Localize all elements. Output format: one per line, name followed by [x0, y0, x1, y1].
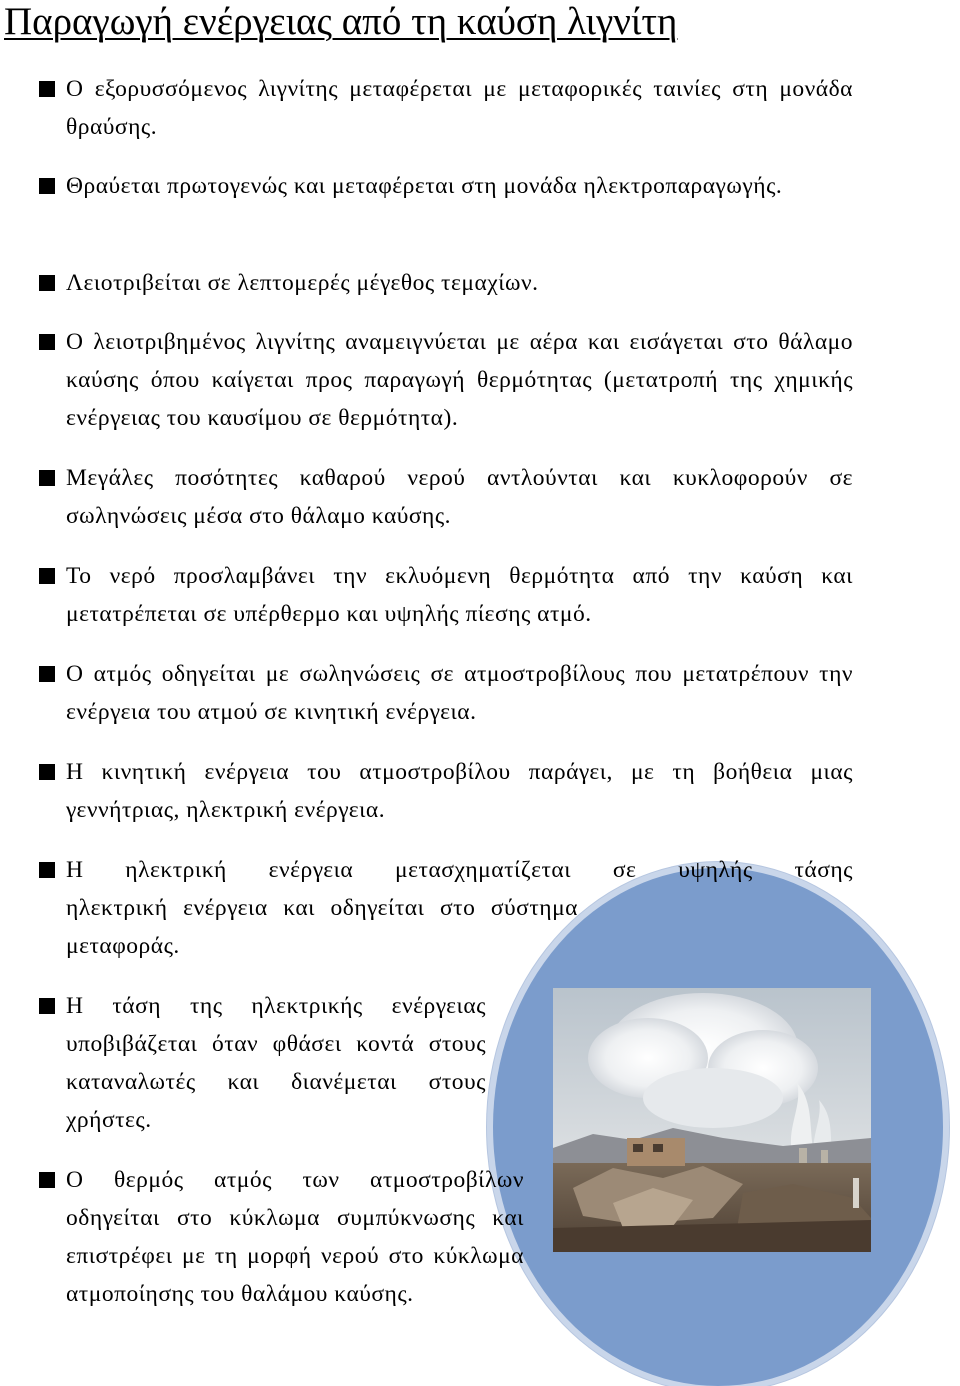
list-item: Μεγάλες ποσότητες καθαρού νερού αντλούνται και κυκλοφορούν σε σωληνώσεις μέσα στο θάλαμο καύσης. [66, 465, 853, 529]
page-title: Παραγωγή ενέργειας από τη καύση λιγνίτη [4, 0, 678, 43]
bullet-square-icon [39, 998, 55, 1014]
list-item: Το νερό προσλαμβάνει την εκλυόμενη θερμότητα από την καύση και μετατρέπεται σε υπέρθερμο και υψηλής πίεσης ατμό. [66, 563, 853, 627]
bullet-square-icon [39, 568, 55, 584]
bullet-square-icon [39, 81, 55, 97]
bullet-square-icon [39, 1172, 55, 1188]
list-item: Η τάση της ηλεκτρικής ενέργειας υποβιβάζεται όταν φθάσει κοντά στους καταναλωτές και διανέμεται στους χρήστες. [66, 993, 486, 1133]
list-item: Η κινητική ενέργεια του ατμοστροβίλου παράγει, με τη βοήθεια μιας γεννήτριας, ηλεκτρική ενέργεια. [66, 759, 853, 823]
list-item: Ο εξορυσσόμενος λιγνίτης μεταφέρεται με μεταφορικές ταινίες στη μονάδα θραύσης. [66, 76, 853, 140]
bullet-square-icon [39, 764, 55, 780]
list-item-continuation: ηλεκτρική ενέργεια και οδηγείται στο σύστημα μεταφοράς. [66, 895, 578, 959]
list-item: Ο ατμός οδηγείται με σωληνώσεις σε ατμοστροβίλους που μετατρέπουν την ενέργεια του ατμού σε κινητική ενέργεια. [66, 661, 853, 725]
bullet-square-icon [39, 275, 55, 291]
list-item-first-line: Η ηλεκτρική ενέργεια μετασχηματίζεται σε υψηλής τάσης [66, 857, 853, 883]
power-plant-photo [553, 988, 871, 1252]
bullet-square-icon [39, 334, 55, 350]
list-item: Ο θερμός ατμός των ατμοστροβίλων οδηγείται στο κύκλωμα συμπύκνωσης και επιστρέφει με τη μορφή νερού στο κύκλωμα ατμοποίησης του θαλάμου καύσης. [66, 1167, 524, 1307]
bullet-square-icon [39, 666, 55, 682]
bullet-square-icon [39, 862, 55, 878]
bullet-square-icon [39, 178, 55, 194]
bullet-square-icon [39, 470, 55, 486]
list-item: Ο λειοτριβημένος λιγνίτης αναμειγνύεται με αέρα και εισάγεται στο θάλαμο καύσης όπου καίγεται προς παραγωγή θερμότητας (μετατροπή της χημικής ενέργειας του καυσίμου σε θερμότητα). [66, 329, 853, 431]
list-item: Θραύεται πρωτογενώς και μεταφέρεται στη μονάδα ηλεκτροπαραγωγής. [66, 173, 783, 199]
list-item: Λειοτριβείται σε λεπτομερές μέγεθος τεμαχίων. [66, 270, 539, 296]
